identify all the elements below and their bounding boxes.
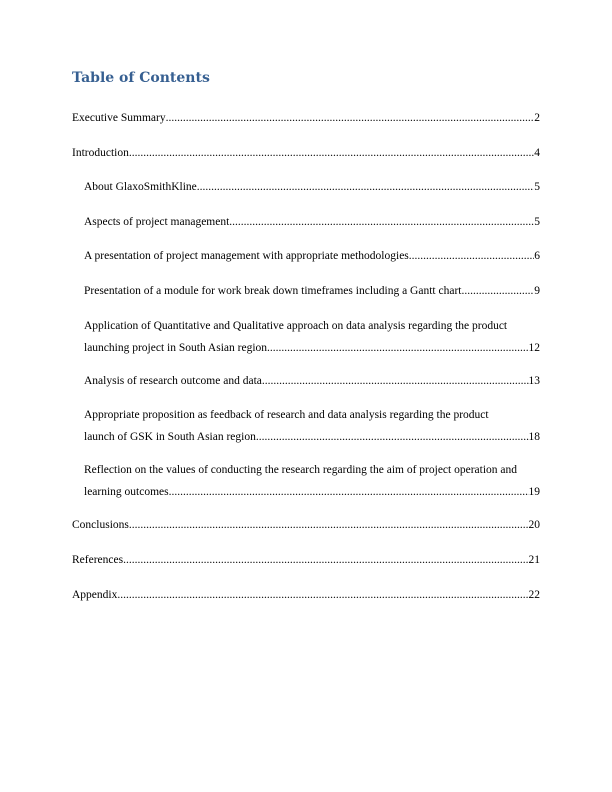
toc-entry-label: Appendix	[72, 589, 118, 601]
toc-entry-label: Introduction	[72, 147, 129, 159]
toc-leader	[166, 107, 535, 129]
toc-leader	[409, 245, 534, 267]
toc-page-number: 20	[528, 519, 540, 531]
toc-leader	[129, 142, 534, 164]
toc-entry-references[interactable]	[72, 549, 540, 571]
toc-entry-label: References	[72, 554, 124, 566]
toc-entry-conclusions[interactable]	[72, 514, 540, 536]
toc-title: Table of Contents	[72, 70, 210, 86]
toc-leader	[461, 280, 534, 302]
toc-entry-label-line1: Application of Quantitative and Qualitative approach on data analysis regarding the product	[84, 320, 508, 332]
toc-page-number: 22	[528, 589, 540, 601]
toc-entry-label: A presentation of project management with appropriate methodologies	[84, 250, 409, 262]
toc-page-number: 6	[534, 250, 540, 262]
toc-entry-label-line1: Appropriate proposition as feedback of research and data analysis regarding the product	[84, 409, 489, 421]
toc-leader	[229, 211, 534, 233]
toc-leader	[123, 549, 528, 571]
toc-page-number: 13	[528, 375, 540, 387]
toc-leader	[129, 514, 529, 536]
toc-entry-label: Executive Summary	[72, 112, 166, 124]
toc-entry-label: Presentation of a module for work break down timeframes including a Gantt chart	[84, 285, 462, 297]
toc-entry-research-outcome[interactable]	[84, 370, 540, 392]
toc-leader	[117, 584, 528, 606]
toc-page-number: 19	[528, 486, 540, 498]
toc-entry-label-line1: Reflection on the values of conducting the research regarding the aim of project operation and	[84, 464, 518, 476]
toc-leader	[262, 370, 529, 392]
toc-entry-label: launch of GSK in South Asian region	[84, 431, 256, 443]
toc-leader	[169, 481, 529, 503]
toc-entry-executive-summary[interactable]	[72, 107, 540, 129]
toc-entry-proposition-feedback[interactable]	[84, 404, 540, 448]
toc-page-number: 12	[528, 342, 540, 354]
toc-entry-aspects-project-management[interactable]	[84, 211, 540, 233]
toc-page-number: 9	[534, 285, 540, 297]
toc-entry-label: About GlaxoSmithKline	[84, 181, 197, 193]
toc-leader	[267, 337, 528, 359]
toc-entry-quant-qual-approach[interactable]	[84, 315, 540, 359]
toc-entry-label: learning outcomes	[84, 486, 169, 498]
toc-leader	[197, 176, 534, 198]
toc-entry-gantt-chart[interactable]	[84, 280, 540, 302]
toc-entry-methodologies[interactable]	[84, 245, 540, 267]
toc-entry-reflection[interactable]	[84, 459, 540, 503]
toc-entry-appendix[interactable]	[72, 584, 540, 606]
toc-page-number: 2	[534, 112, 540, 124]
toc-page-number: 18	[528, 431, 540, 443]
toc-entry-label: Conclusions	[72, 519, 129, 531]
toc-entry-introduction[interactable]	[72, 142, 540, 164]
toc-page-number: 5	[534, 181, 540, 193]
toc-entry-label: Analysis of research outcome and data	[84, 375, 262, 387]
toc-page-number: 21	[528, 554, 540, 566]
toc-page-number: 5	[534, 216, 540, 228]
toc-leader	[256, 426, 529, 448]
toc-page-number: 4	[534, 147, 540, 159]
toc-entry-label: Aspects of project management	[84, 216, 230, 228]
toc-entry-about-gsk[interactable]	[84, 176, 540, 198]
toc-entry-label: launching project in South Asian region	[84, 342, 268, 354]
